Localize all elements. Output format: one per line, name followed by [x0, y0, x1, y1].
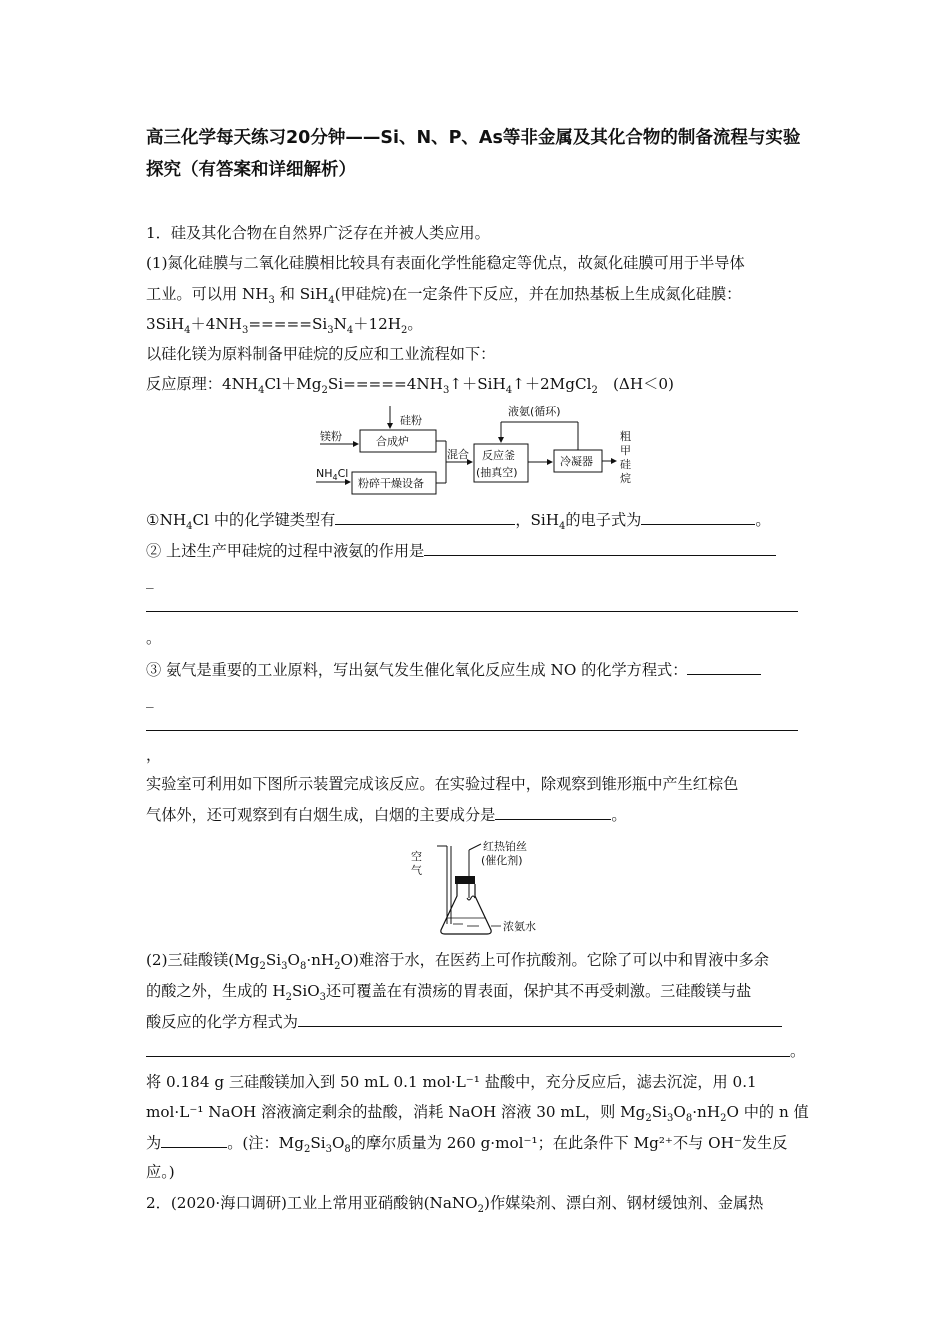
question-b-end: 。: [146, 629, 162, 647]
answer-line-hcl-equation[interactable]: [146, 1056, 790, 1057]
answer-blank-electron-formula[interactable]: [641, 508, 755, 525]
flow-intro: 以硅化镁为原料制备甲硅烷的反应和工业流程如下：: [146, 345, 496, 363]
product-label-3: 硅: [620, 458, 631, 471]
question-c-tail: _: [146, 690, 154, 708]
product-label-2: 甲: [620, 444, 631, 457]
calc-line-4: 应。): [146, 1163, 175, 1181]
reactor-vacuum-label: (抽真空): [476, 466, 518, 479]
conical-flask: [441, 884, 491, 934]
answer-line-c[interactable]: [146, 730, 798, 731]
question-c-end: ，: [146, 746, 162, 764]
answer-blank-catalytic-oxidation[interactable]: [687, 658, 761, 675]
part2-line-2: 的酸之外，生成的 $H_2SiO_3$还可覆盖在有溃疡的胃表面，保护其不再受刺激。三硅酸镁与盐: [146, 982, 752, 1004]
process-flow-diagram: [312, 402, 642, 502]
catalyst-label: (催化剂): [481, 854, 523, 867]
answer-blank-bond-type[interactable]: [335, 508, 515, 525]
air-label-1: 空: [411, 850, 422, 863]
concentrated-ammonia-label: 浓氨水: [503, 920, 536, 933]
calc-line-3: 为 。(注：$Mg_2Si_3O_8$的摩尔质量为 260 g·mol⁻¹；在此条件下 Mg²⁺不与 OH⁻发生反: [146, 1131, 787, 1154]
question-c: ③ 氨气是重要的工业原料，写出氨气发生催化氧化反应生成 NO 的化学方程式：: [146, 658, 761, 681]
answer-line-b[interactable]: [146, 611, 798, 612]
page-title: 高三化学每天练习20分钟——Si、N、P、As等非金属及其化合物的制备流程与实验探究（有答案和详细解析）: [146, 128, 801, 180]
calc-line-2: mol·L⁻¹ NaOH 溶液滴定剩余的盐酸，消耗 NaOH 溶液 30 mL，则 $Mg_2Si_3O_8\cdot nH_2O$ 中的 n 值: [146, 1103, 809, 1125]
q1-p1-line2: 工业。可以用 $NH_3$ 和 SiH$_4$(甲硅烷)在一定条件下反应，并在加热基板上生成氮化硅膜：: [146, 285, 742, 307]
answer-blank-hcl-equation[interactable]: [298, 1010, 782, 1027]
product-label-4: 烷: [620, 472, 631, 485]
question-b-tail: _: [146, 571, 154, 589]
nh4cl-label: $NH_4Cl$: [316, 467, 349, 482]
q1-intro: 1．硅及其化合物在自然界广泛存在并被人类应用。: [146, 224, 490, 242]
part2-line-4-end: 。: [790, 1042, 806, 1060]
mg-powder-label: 镁粉: [320, 430, 342, 443]
platinum-wire-label: 红热铂丝: [483, 840, 527, 853]
calc-line-1: 将 0.184 g 三硅酸镁加入到 50 mL 0.1 mol·L⁻¹ 盐酸中，充分反应后，滤去沉淀，用 0.1: [146, 1073, 757, 1091]
flask-apparatus-diagram: [405, 840, 555, 940]
synthesis-furnace-label: 合成炉: [376, 435, 409, 448]
equation-silicon-nitride: $3SiH_4+4NH_3=====Si_3N_4+12H_2$。: [146, 315, 423, 337]
product-label-1: 粗: [620, 430, 631, 443]
lab-line-1: 实验室可利用如下图所示装置完成该反应。在实验过程中，除观察到锥形瓶中产生红棕色: [146, 775, 739, 793]
question-a: $①NH_4Cl$ 中的化学键类型有 ，SiH$_4$的电子式为 。: [146, 508, 771, 531]
q2-line-1: 2．(2020·海口调研)工业上常用亚硝酸钠(NaNO$_2$)作媒染剂、漂白剂、钢材缓蚀剂、金属热: [146, 1194, 764, 1216]
q1-p1-line1: (1)氮化硅膜与二氧化硅膜相比较具有表面化学性能稳定等优点，故氮化硅膜可用于半导体: [146, 254, 745, 272]
stopper: [455, 876, 475, 884]
part2-line-3: 酸反应的化学方程式为: [146, 1010, 782, 1033]
part2-line-1: (2)三硅酸镁$(Mg_2Si_3O_8\cdot nH_2O)$难溶于水，在医药上可作抗酸剂。它除了可以中和胃液中多余: [146, 951, 769, 973]
dryer-label: 粉碎干燥设备: [358, 477, 424, 490]
reaction-principle: 反应原理：$4NH_4Cl+Mg_2Si=====4NH_3↑+SiH_4↑+2MgCl_2$ (ΔH＜0): [146, 375, 674, 397]
si-powder-label: 硅粉: [400, 414, 422, 427]
lab-line-2: 气体外，还可观察到有白烟生成，白烟的主要成分是 。: [146, 803, 627, 826]
question-b: ② 上述生产甲硅烷的过程中液氨的作用是: [146, 539, 776, 562]
answer-blank-liquid-ammonia-role[interactable]: [424, 539, 776, 556]
condenser-label: 冷凝器: [560, 455, 593, 468]
liquid-ammonia-label: 液氨(循环): [508, 405, 561, 418]
answer-blank-white-smoke[interactable]: [495, 803, 611, 820]
air-label-2: 气: [411, 864, 422, 877]
answer-blank-n-value[interactable]: [161, 1131, 227, 1148]
mix-label: 混合: [447, 448, 469, 461]
reactor-label: 反应釜: [482, 449, 515, 462]
